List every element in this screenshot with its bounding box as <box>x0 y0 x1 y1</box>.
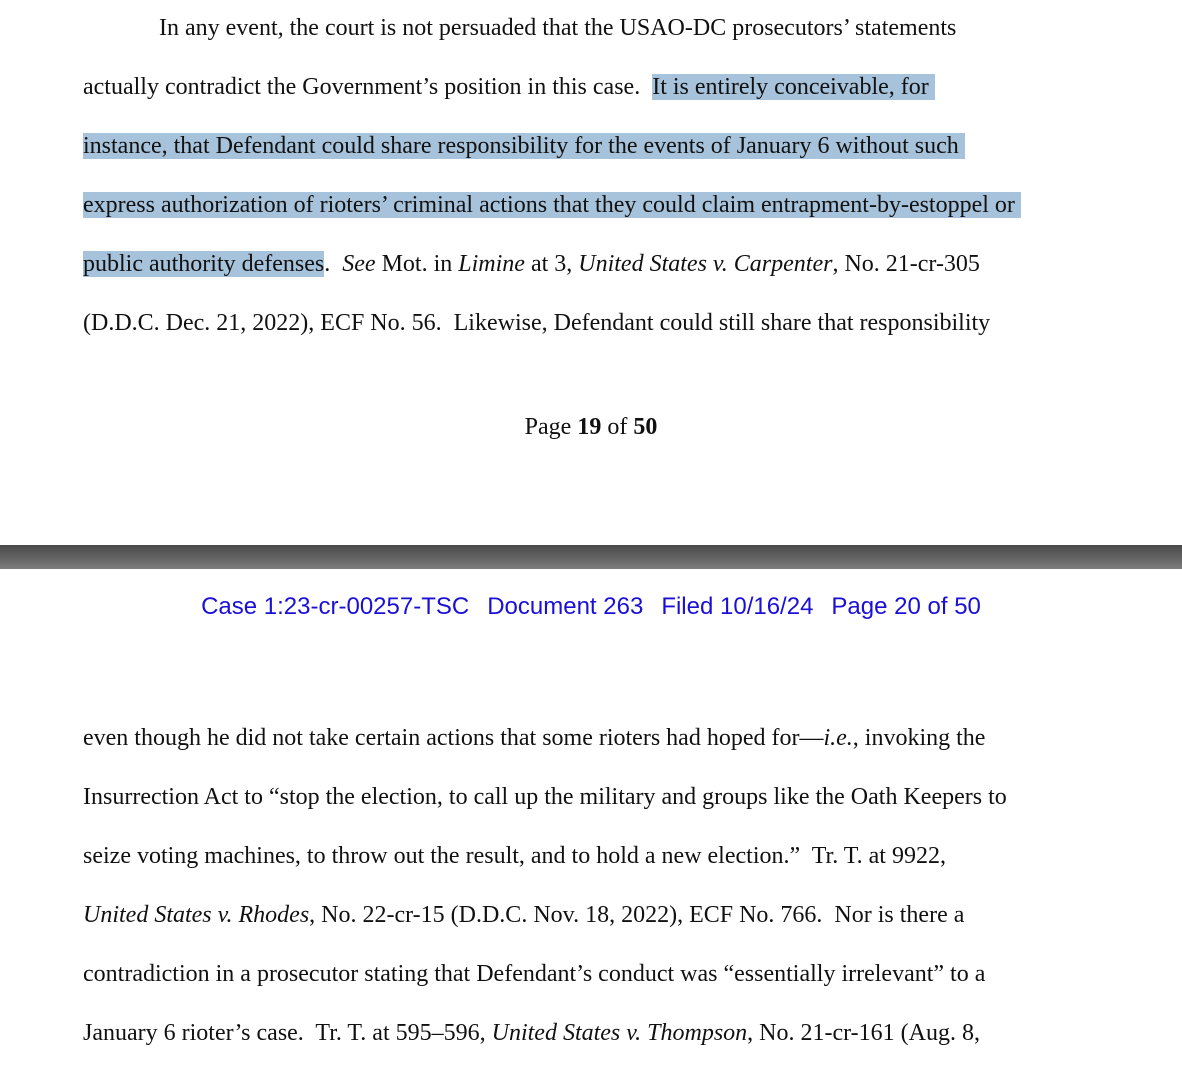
footer-prefix: Page <box>524 414 578 440</box>
text-span: Insurrection Act to “stop the election, to call up the military and groups like the Oath Keepers to <box>83 784 1007 810</box>
text-span: , invoking the <box>852 725 986 751</box>
highlighted-text[interactable]: It is entirely conceivable, for <box>652 74 935 100</box>
header-case-number: Case 1:23-cr-00257-TSC <box>201 593 470 620</box>
text-line-2 <box>83 72 935 102</box>
case-name: United States v. Carpenter <box>578 251 833 277</box>
page-separator <box>0 545 1182 569</box>
page-footer <box>0 412 1182 442</box>
text-span: , No. 22-cr-15 (D.D.C. Nov. 18, 2022), ECF No. 766. Nor is there a <box>309 902 965 928</box>
text-line-5 <box>83 249 980 279</box>
signal-see: See <box>342 251 376 277</box>
text-line-3 <box>83 131 965 161</box>
text-line-3 <box>83 841 946 871</box>
text-line-1 <box>83 723 985 753</box>
text-line-5 <box>83 959 985 989</box>
header-document-number: Document 263 <box>487 593 644 620</box>
italic-ie: i.e. <box>823 725 853 751</box>
total-pages: 50 <box>633 414 658 440</box>
text-span: In any event, the court is not persuaded that the USAO-DC prosecutors’ statements <box>159 15 957 41</box>
text-span: , No. 21-cr-305 <box>832 251 980 277</box>
text-span: January 6 rioter’s case. Tr. T. at 595–596, <box>83 1020 492 1046</box>
text-span: , No. 21-cr-161 (Aug. 8, <box>747 1020 980 1046</box>
text-span: contradiction in a prosecutor stating that Defendant’s conduct was “essentially irrelevant” to a <box>83 961 986 987</box>
header-filed-date: Filed 10/16/24 <box>661 593 814 620</box>
text-line-6 <box>83 1018 980 1048</box>
text-line-4 <box>83 900 964 930</box>
text-line-1 <box>159 13 956 43</box>
text-span: seize voting machines, to throw out the result, and to hold a new election.” Tr. T. at 9922, <box>83 843 946 869</box>
text-span: . <box>324 251 343 277</box>
text-line-2 <box>83 782 1007 812</box>
text-line-4 <box>83 190 1021 220</box>
case-name: United States v. Rhodes <box>83 902 310 928</box>
case-name: United States v. Thompson <box>491 1020 748 1046</box>
current-page-number: 19 <box>577 414 602 440</box>
text-span: even though he did not take certain actions that some rioters had hoped for— <box>83 725 824 751</box>
ecf-header <box>0 592 1182 622</box>
header-page-count: Page 20 of 50 <box>831 593 981 620</box>
text-span: actually contradict the Government’s position in this case. <box>83 74 653 100</box>
highlighted-text[interactable]: public authority defenses <box>83 251 325 277</box>
text-span: at 3, <box>524 251 579 277</box>
highlighted-text[interactable]: express authorization of rioters’ criminal actions that they could claim entrapment-by-estoppel or <box>83 192 1021 218</box>
italic-limine: Limine <box>458 251 525 277</box>
text-span: Mot. in <box>375 251 459 277</box>
footer-mid: of <box>601 414 634 440</box>
text-line-6 <box>83 308 990 338</box>
page-20 <box>0 569 1182 1072</box>
highlighted-text[interactable]: instance, that Defendant could share responsibility for the events of January 6 without such <box>83 133 965 159</box>
text-span: (D.D.C. Dec. 21, 2022), ECF No. 56. Likewise, Defendant could still share that responsibility <box>83 310 991 336</box>
